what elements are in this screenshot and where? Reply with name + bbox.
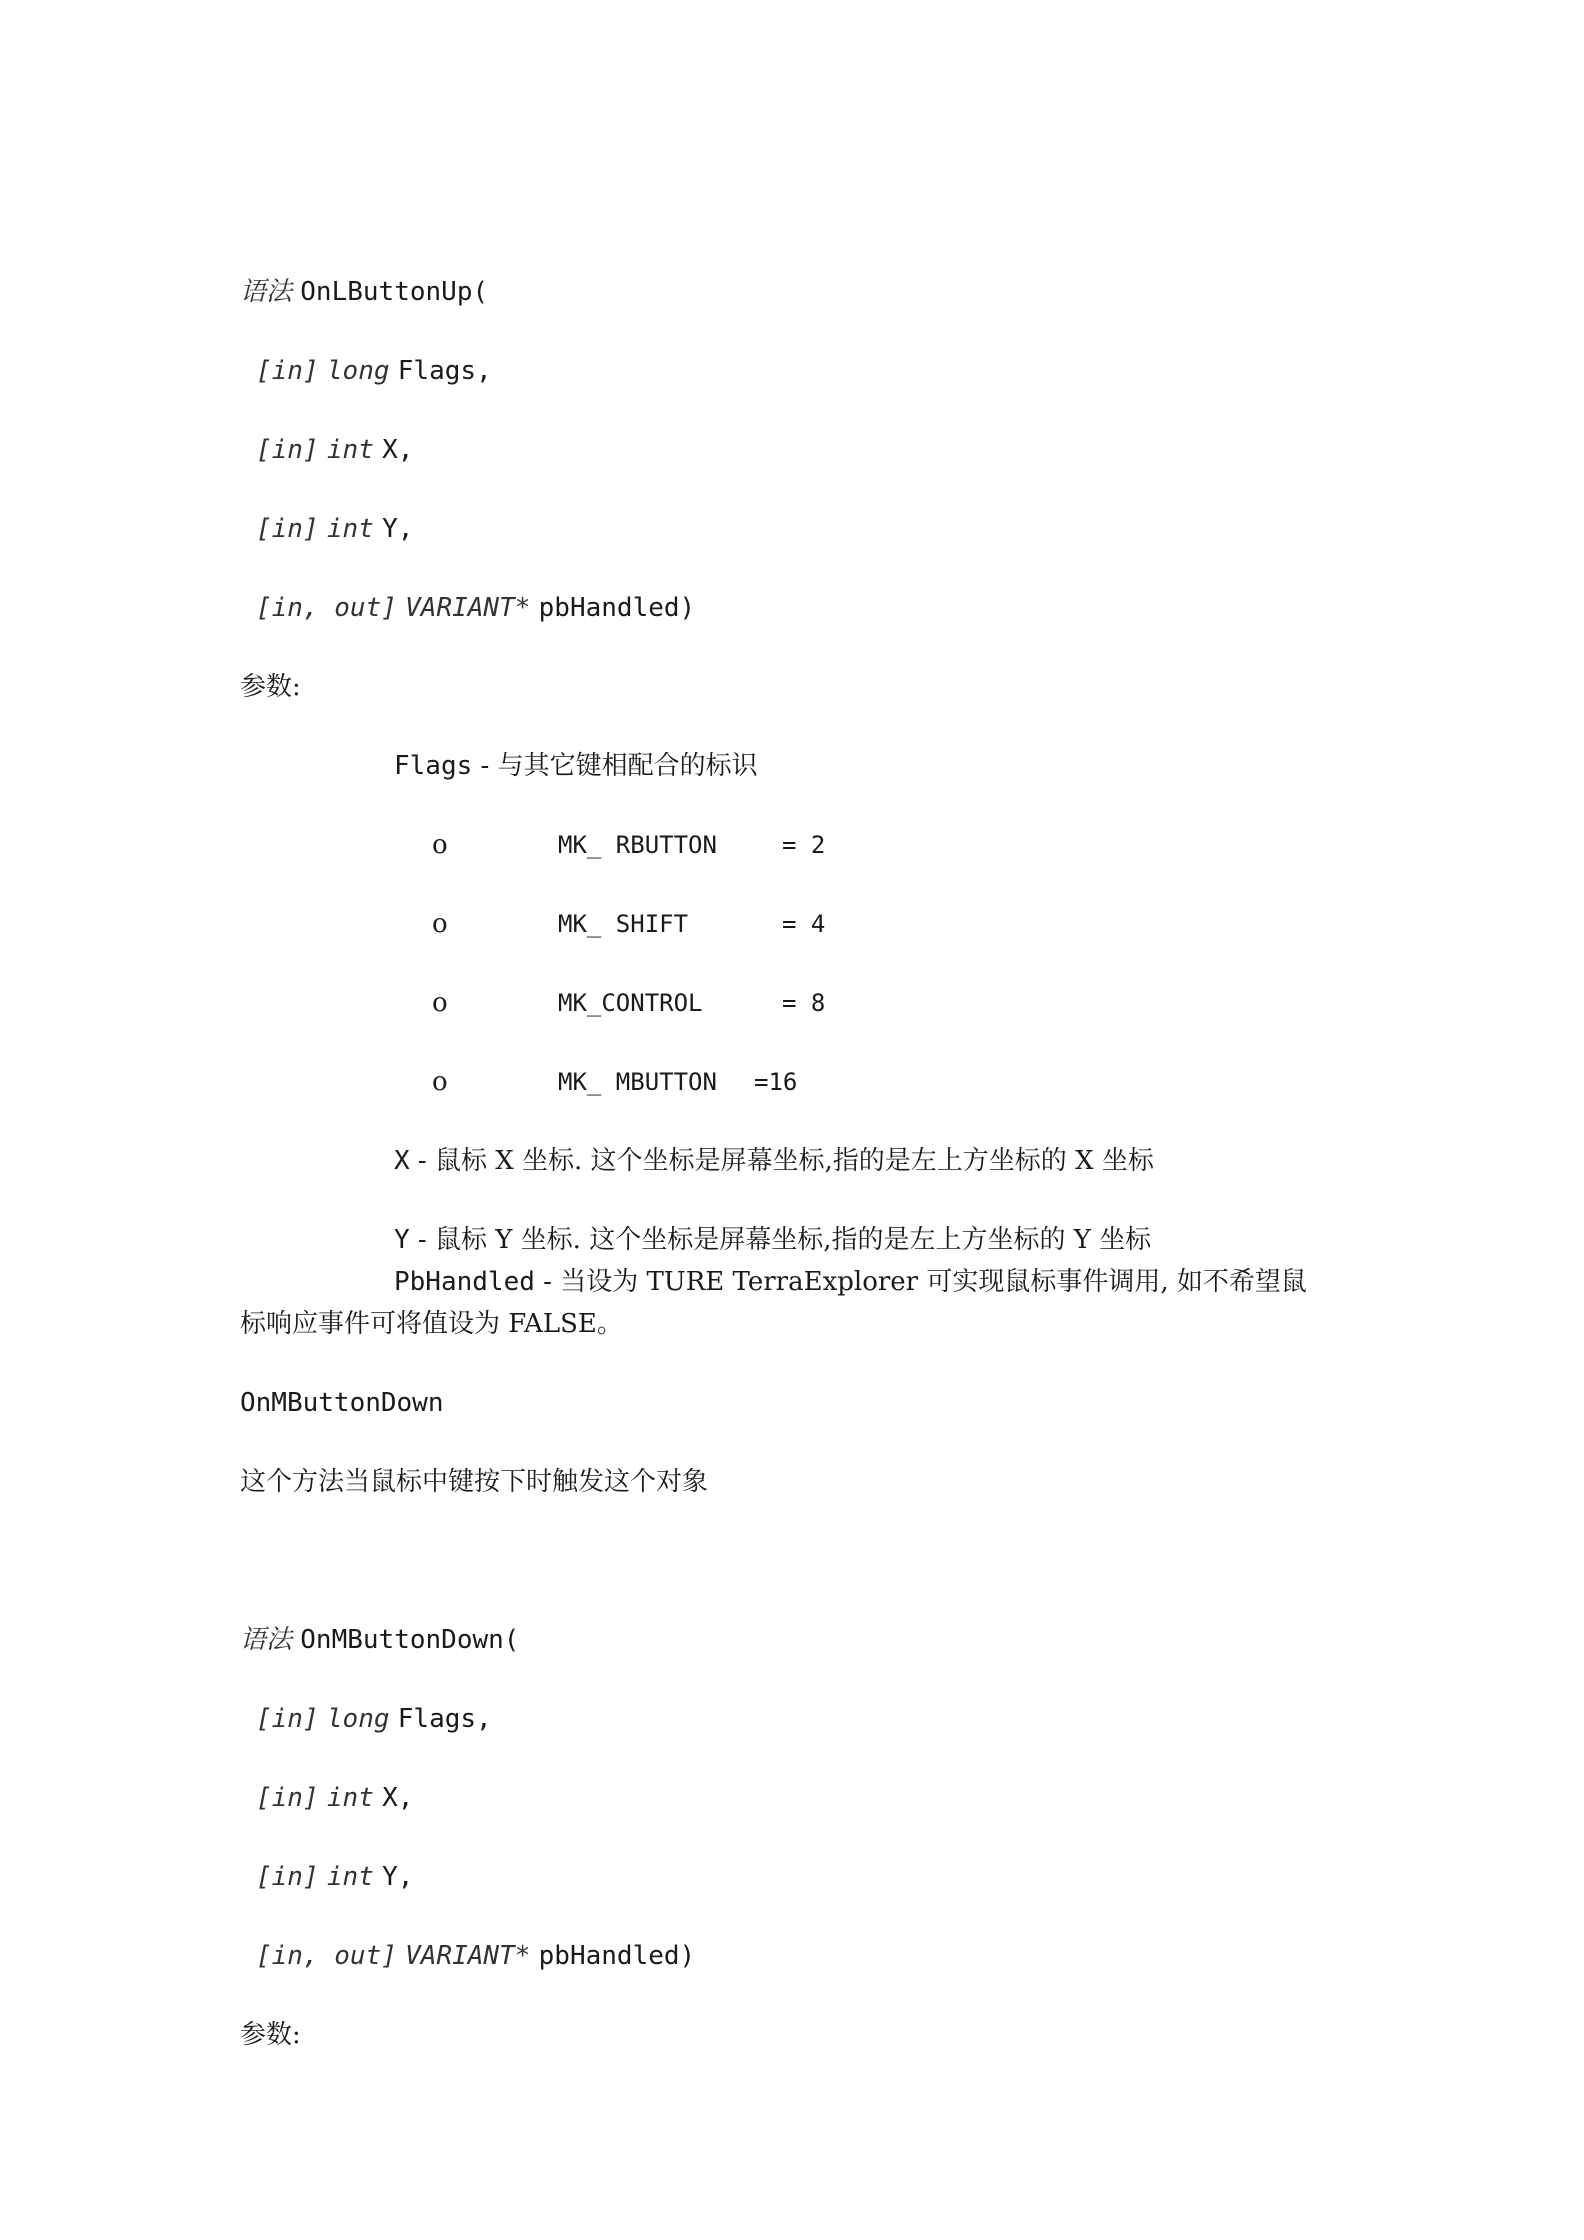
param-line — [256, 1702, 492, 1736]
flag-bullet-icon: o — [432, 830, 448, 860]
x-desc: - 鼠标 X 坐标. 这个坐标是屏幕坐标,指的是左上方坐标的 X 坐标 — [409, 1146, 1154, 1176]
syntax-line — [240, 1623, 519, 1657]
section-title: OnMButtonDown — [240, 1388, 444, 1418]
param-line — [256, 433, 413, 467]
param-type: VARIANT* — [405, 1941, 531, 1971]
pbhandled-description — [394, 1265, 1307, 1299]
param-modifier: [in] — [256, 1862, 319, 1892]
syntax-keyword: 语法 — [240, 1625, 293, 1655]
section-description: 这个方法当鼠标中键按下时触发这个对象 — [240, 1467, 709, 1497]
flags-description — [394, 749, 758, 783]
param-modifier: [in, out] — [256, 593, 397, 623]
param-name: X, — [382, 435, 414, 465]
param-type: VARIANT* — [405, 593, 531, 623]
param-type: long — [326, 356, 390, 386]
syntax-line — [240, 275, 488, 309]
param-line — [256, 1939, 695, 1973]
pbhandled-desc-line2: 标响应事件可将值设为 FALSE。 — [240, 1309, 623, 1339]
flags-desc: - 与其它键相配合的标识 — [472, 751, 758, 781]
param-modifier: [in] — [256, 1783, 319, 1813]
x-name: X — [394, 1146, 410, 1176]
flag-bullet-icon: o — [432, 988, 448, 1018]
param-name: Y, — [382, 1862, 414, 1892]
param-modifier: [in, out] — [256, 1941, 397, 1971]
flag-name: MK_ MBUTTON — [558, 1068, 717, 1096]
x-description — [394, 1144, 1154, 1178]
param-type: long — [326, 1704, 390, 1734]
param-line — [256, 354, 492, 388]
flag-value: = 8 — [782, 989, 826, 1017]
param-modifier: [in] — [256, 1704, 319, 1734]
flag-bullet-icon: o — [432, 1067, 448, 1097]
param-line — [256, 591, 695, 625]
flag-name: MK_ SHIFT — [558, 910, 689, 938]
flag-value: = 2 — [782, 831, 826, 859]
y-name: Y — [394, 1225, 410, 1255]
param-line — [256, 1781, 413, 1815]
param-type: int — [326, 514, 374, 544]
param-name: X, — [382, 1783, 414, 1813]
param-modifier: [in] — [256, 514, 319, 544]
param-name: Y, — [382, 514, 414, 544]
param-name: Flags, — [397, 1704, 492, 1734]
param-modifier: [in] — [256, 356, 319, 386]
params-heading: 参数: — [240, 2020, 301, 2050]
param-type: int — [326, 1783, 374, 1813]
param-type: int — [326, 1862, 374, 1892]
flags-name: Flags — [394, 751, 473, 781]
syntax-keyword: 语法 — [240, 277, 293, 307]
method-signature: OnLButtonUp( — [300, 277, 489, 307]
param-type: int — [326, 435, 374, 465]
pbhandled-name: PbHandled — [394, 1267, 535, 1297]
y-description — [394, 1223, 1151, 1257]
flag-bullet-icon: o — [432, 909, 448, 939]
param-name: pbHandled) — [538, 593, 696, 623]
flag-name: MK_ RBUTTON — [558, 831, 717, 859]
param-line — [256, 1860, 413, 1894]
param-modifier: [in] — [256, 435, 319, 465]
y-desc: - 鼠标 Y 坐标. 这个坐标是屏幕坐标,指的是左上方坐标的 Y 坐标 — [409, 1225, 1152, 1255]
flag-value: =16 — [754, 1068, 798, 1096]
flag-name: MK_CONTROL — [558, 989, 703, 1017]
params-heading: 参数: — [240, 672, 301, 702]
param-name: Flags, — [397, 356, 492, 386]
flag-value: = 4 — [782, 910, 826, 938]
pbhandled-desc-line1: - 当设为 TURE TerraExplorer 可实现鼠标事件调用, 如不希望鼠 — [534, 1267, 1307, 1297]
param-line — [256, 512, 413, 546]
method-signature: OnMButtonDown( — [300, 1625, 520, 1655]
param-name: pbHandled) — [538, 1941, 696, 1971]
